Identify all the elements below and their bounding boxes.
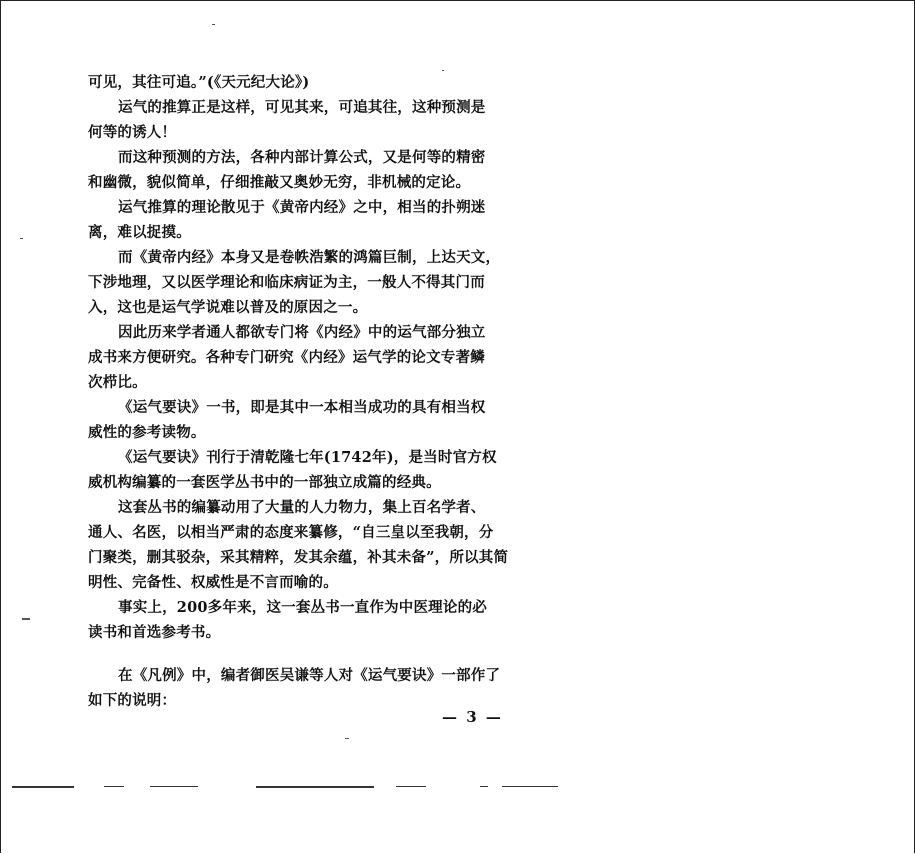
scan-rule: [256, 786, 374, 788]
text-line: 事实上，200多年来，这一套丛书一直作为中医理论的必: [118, 599, 487, 616]
text-line: 离，难以捉摸。: [88, 224, 191, 241]
text-line: 这套丛书的编纂动用了大量的人力物力，集上百名学者、: [118, 499, 486, 516]
scan-rule: [396, 786, 426, 787]
text-line: 威性的参考读物。: [88, 424, 206, 441]
text-line: 运气的推算正是这样，可见其来，可追其往，这种预测是: [118, 99, 486, 116]
scan-rule: [104, 786, 124, 787]
text-line: 何等的诱人！: [88, 124, 177, 141]
scan-speck: [212, 24, 215, 25]
text-line: 成书来方便研究。各种专门研究《内经》运气学的论文专著鳞: [88, 349, 485, 366]
text-line: 下涉地理，又以医学理论和临床病证为主，一般人不得其门而: [88, 274, 485, 291]
text-line: 明性、完备性、权威性是不言而喻的。: [88, 574, 338, 591]
text-line: 而这种预测的方法，各种内部计算公式，又是何等的精密: [118, 149, 486, 166]
paragraph-gap: [88, 645, 520, 663]
text-line: 《运气要诀》一书，即是其中一本相当成功的具有相当权: [118, 399, 486, 416]
text-line: 而《黄帝内经》本身又是卷帙浩繁的鸿篇巨制，上达天文，: [118, 249, 501, 266]
scan-rule: [12, 786, 74, 788]
text-line: 和幽微，貌似简单，仔细推敲又奥妙无穷，非机械的定论。: [88, 174, 471, 191]
text-line: 如下的说明：: [88, 692, 177, 709]
text-line: 因此历来学者通人都欲专门将《内经》中的运气部分独立: [118, 324, 486, 341]
scan-speck: [22, 618, 30, 620]
scan-rule: [150, 786, 198, 787]
page-number: — 3 —: [442, 708, 503, 726]
text-line: 在《凡例》中，编者御医吴谦等人对《运气要诀》一部作了: [118, 667, 501, 684]
text-line: 入，这也是运气学说难以普及的原因之一。: [88, 299, 368, 316]
text-line: 次栉比。: [88, 374, 147, 391]
scan-rule: [480, 786, 488, 787]
final-paragraph: [88, 663, 520, 713]
scan-speck: [442, 70, 444, 71]
text-line: 《运气要诀》刊行于清乾隆七年(1742年)，是当时官方权: [118, 449, 497, 466]
main-paragraphs: [88, 70, 520, 645]
text-line: 可见，其往可追。”(《天元纪大论》): [88, 74, 310, 91]
text-line: 门聚类，删其驳杂，采其精粹，发其余蕴，补其未备”，所以其简: [88, 549, 509, 566]
text-line: 运气推算的理论散见于《黄帝内经》之中，相当的扑朔迷: [118, 199, 486, 216]
scan-speck: [20, 238, 23, 239]
text-line: 读书和首选参考书。: [88, 624, 221, 641]
body-text: [88, 70, 520, 713]
text-line: 威机构编纂的一套医学丛书中的一部独立成篇的经典。: [88, 474, 441, 491]
scan-rule: [502, 786, 558, 787]
scan-speck: [345, 738, 349, 739]
text-line: 通人、名医，以相当严肃的态度来纂修，“自三皇以至我朝，分: [88, 524, 494, 541]
